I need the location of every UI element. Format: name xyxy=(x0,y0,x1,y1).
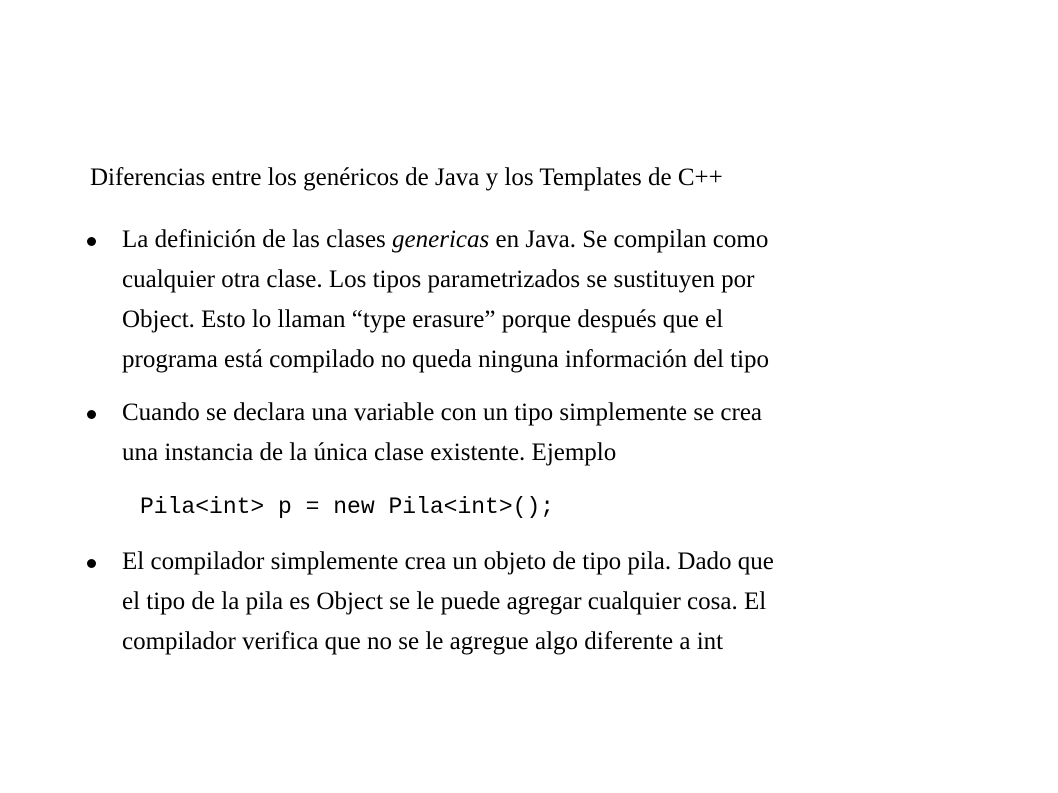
bullet-icon xyxy=(87,559,96,568)
text-run: en Java. Se compilan como xyxy=(489,226,769,253)
bullet-line: programa está compilado no queda ninguna información del tipo xyxy=(122,346,770,373)
bullet-line: el tipo de la pila es Object se le puede agregar cualquier cosa. El xyxy=(122,588,767,615)
bullet-line: una instancia de la única clase existente. Ejemplo xyxy=(122,439,617,466)
bullet-line: cualquier otra clase. Los tipos parametrizados se sustituyen por xyxy=(122,266,755,293)
bullet-line: El compilador simplemente crea un objeto de tipo pila. Dado que xyxy=(122,548,774,575)
bullet-line: Cuando se declara una variable con un tipo simplemente se crea xyxy=(122,399,763,426)
bullet-line xyxy=(122,220,982,260)
emphasis-text: genericas xyxy=(392,226,490,253)
bullet-text xyxy=(122,220,982,380)
bullet-text xyxy=(122,542,982,662)
bullet-icon xyxy=(87,237,96,246)
bullet-icon xyxy=(87,410,96,419)
code-example: Pila<int> p = new Pila<int>(); xyxy=(140,494,555,520)
slide-title: Diferencias entre los genéricos de Java y los Templates de C++ xyxy=(90,164,723,191)
text-run: La definición de las clases xyxy=(122,226,393,253)
bullet-line: Object. Esto lo llaman “type erasure” porque después que el xyxy=(122,306,724,333)
bullet-line: compilador verifica que no se le agregue algo diferente a int xyxy=(122,628,724,655)
bullet-text xyxy=(122,393,982,473)
